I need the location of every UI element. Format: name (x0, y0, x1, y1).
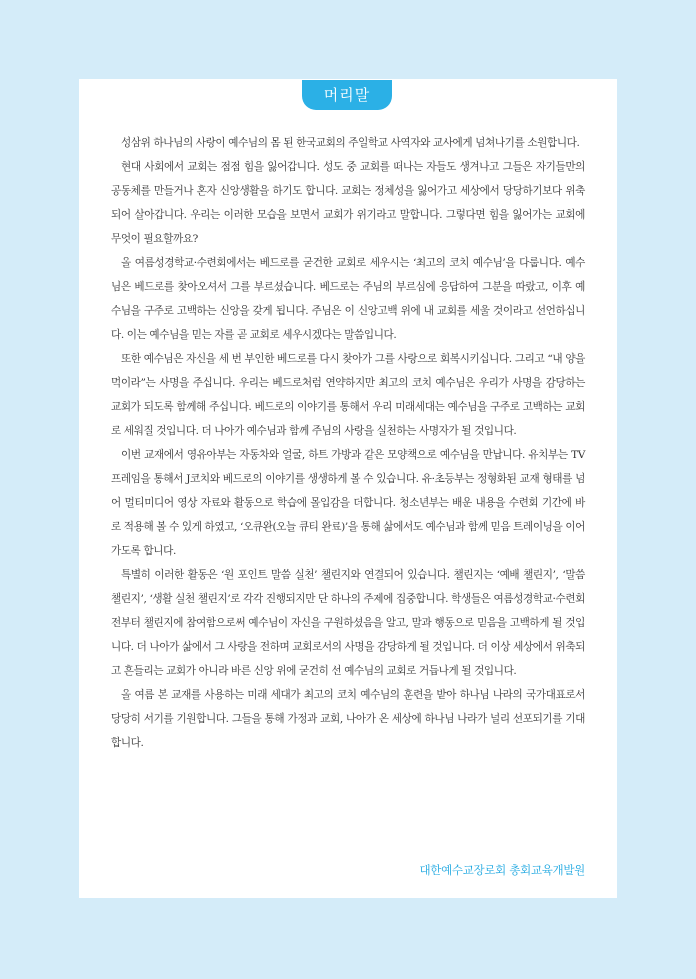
page (79, 79, 617, 898)
paragraph-5: 이번 교재에서 영유아부는 자동차와 얼굴, 하트 가방과 같은 모양책으로 예수님을 만납니다. 유치부는 TV 프레임을 통해서 J코치와 베드로의 이야기를 생생하게 볼 수 있습니다. 유·초등부는 정형화된 교재 형태를 넘어 멀티미디어 영상 자료와 활동으로 학습에 몰입감을 더합니다. 청소년부는 배운 내용을 수련회 기간에 바로 적용해 볼 수 있게 하였고, ‘오큐완(오늘 큐티 완료)’을 통해 삶에서도 예수님과 함께 믿음 트레이닝을 이어가도록 합니다. (111, 449, 585, 557)
paragraph-7: 올 여름 본 교재를 사용하는 미래 세대가 최고의 코치 예수님의 훈련을 받아 하나님 나라의 국가대표로서 당당히 서기를 기원합니다. 그들을 통해 가정과 교회, 나아가 온 세상에 하나님 나라가 널리 선포되기를 기대합니다. (111, 689, 585, 749)
paragraph-4: 또한 예수님은 자신을 세 번 부인한 베드로를 다시 찾아가 그를 사랑으로 회복시키십니다. 그리고 “내 양을 먹이라”는 사명을 주십니다. 우리는 베드로처럼 연약하지만 최고의 코치 예수님은 우리가 사명을 감당하는 교회가 되도록 함께해 주십니다. 베드로의 이야기를 통해서 우리 미래세대는 예수님을 구주로 고백하는 교회로 세워질 것입니다. 더 나아가 예수님과 함께 주님의 사랑을 실천하는 사명자가 될 것입니다. (111, 353, 585, 437)
paragraph-3: 올 여름성경학교·수련회에서는 베드로를 굳건한 교회로 세우시는 ‘최고의 코치 예수님’을 다룹니다. 예수님은 베드로를 찾아오셔서 그를 부르셨습니다. 베드로는 주님의 부르심에 응답하여 그분을 따랐고, 이후 예수님을 구주로 고백하는 신앙을 갖게 됩니다. 주님은 이 신앙고백 위에 내 교회를 세울 것이라고 선언하십니다. 이는 예수님을 믿는 자를 곧 교회로 세우시겠다는 말씀입니다. (111, 257, 585, 341)
preface-body (111, 131, 585, 755)
paragraph-1: 성삼위 하나님의 사랑이 예수님의 몸 된 한국교회의 주일학교 사역자와 교사에게 넘쳐나기를 소원합니다. (121, 137, 580, 149)
publisher-name: 대한예수교장로회 총회교육개발원 (419, 863, 585, 877)
paragraph-6: 특별히 이러한 활동은 ‘원 포인트 말씀 실천’ 챌린지와 연결되어 있습니다. 챌린지는 ‘예배 챌린지’, ‘말씀 챌린지’, ‘생활 실천 챌린지’로 각각 진행되지만 단 하나의 주제에 집중합니다. 학생들은 여름성경학교·수련회 전부터 챌린지에 참여함으로써 예수님이 자신을 구원하셨음을 알고, 말과 행동으로 믿음을 고백하게 될 것입니다. 더 나아가 삶에서 그 사랑을 전하며 교회로서의 사명을 감당하게 될 것입니다. 더 이상 세상에서 위축되고 흔들리는 교회가 아니라 바른 신앙 위에 굳건히 선 예수님의 교회로 거듭나게 될 것입니다. (111, 569, 585, 677)
page-title: 머리말 (302, 80, 392, 110)
paragraph-2: 현대 사회에서 교회는 점점 힘을 잃어갑니다. 성도 중 교회를 떠나는 자들도 생겨나고 그들은 자기들만의 공동체를 만들거나 혼자 신앙생활을 하기도 합니다. 교회는 정체성을 잃어가고 세상에서 당당하기보다 위축되어 살아갑니다. 우리는 이러한 모습을 보면서 교회가 위기라고 말합니다. 그렇다면 힘을 잃어가는 교회에 무엇이 필요할까요? (111, 161, 585, 245)
